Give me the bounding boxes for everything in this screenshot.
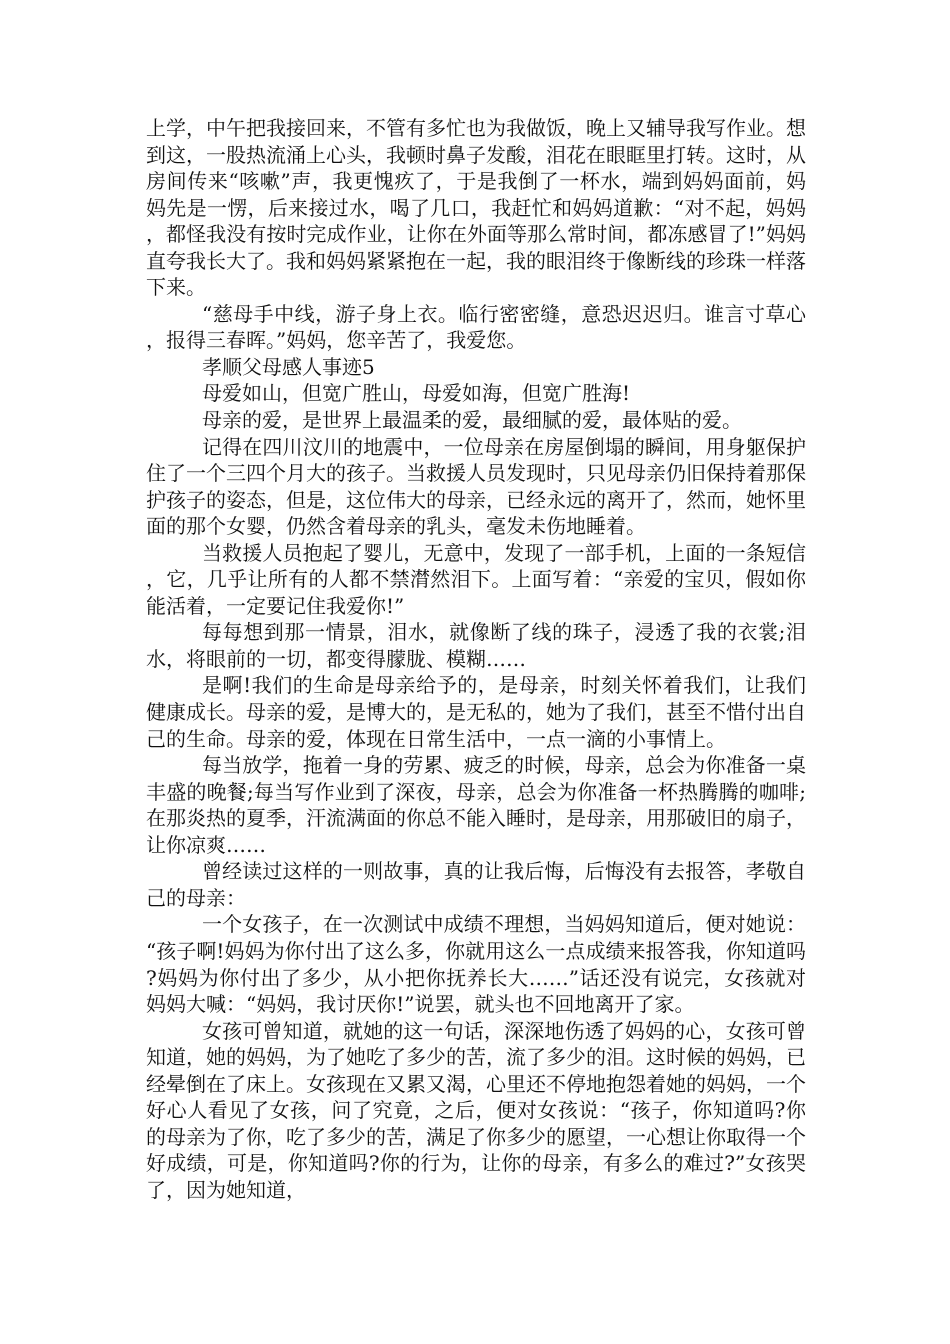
paragraph: 女孩可曾知道，就她的这一句话，深深地伤透了妈妈的心，女孩可曾知道，她的妈妈，为了她吃了多少的苦，流了多少的泪。这时候的妈妈，已经晕倒在了床上。女孩现在又累又渴，心里还不停地抱怨着她的妈妈，一个好心人看见了女孩，问了究竟，之后，便对女孩说：“孩子，你知道吗?你的母亲为了你，吃了多少的苦，满足了你多少的愿望，一心想让你取得一个好成绩，可是，你知道吗?你的行为，让你的母亲，有多么的难过?”女孩哭了，因为她知道， — [146, 1018, 806, 1202]
paragraph-continuation: 上学，中午把我接回来，不管有多忙也为我做饭，晚上又辅导我写作业。想到这，一股热流涌上心头，我顿时鼻子发酸，泪花在眼眶里打转。这时，从房间传来“咳嗽”声，我更愧疚了，于是我倒了一杯水，端到妈妈面前，妈妈先是一愣，后来接过水，喝了几口，我赶忙和妈妈道歉：“对不起，妈妈，都怪我没有按时完成作业，让你在外面等那么常时间，都冻感冒了!”妈妈直夸我长大了。我和妈妈紧紧抱在一起，我的眼泪终于像断线的珍珠一样落下来。 — [146, 116, 806, 300]
paragraph: 母爱如山，但宽广胜山，母爱如海，但宽广胜海! — [202, 381, 631, 406]
document-body — [146, 115, 806, 1203]
paragraph: 当救援人员抱起了婴儿，无意中，发现了一部手机，上面的一条短信，它，几乎让所有的人都不禁潸然泪下。上面写着：“亲爱的宝贝，假如你能活着，一定要记住我爱你!” — [146, 540, 806, 618]
paragraph: 是啊!我们的生命是母亲给予的，是母亲，时刻关怀着我们，让我们健康成长。母亲的爱，是博大的，是无私的，她为了我们，甚至不惜付出自己的生命。母亲的爱，体现在日常生活中，一点一滴的小事情上。 — [146, 673, 806, 751]
section-heading: 孝顺父母感人事迹5 — [202, 354, 375, 379]
paragraph: 记得在四川汶川的地震中，一位母亲在房屋倒塌的瞬间，用身躯保护住了一个三四个月大的孩子。当救援人员发现时，只见母亲仍旧保持着那保护孩子的姿态，但是，这位伟大的母亲，已经永远的离开了，然而，她怀里面的那个女婴，仍然含着母亲的乳头，毫发未伤地睡着。 — [146, 434, 806, 539]
paragraph: 每每想到那一情景，泪水，就像断了线的珠子，浸透了我的衣裳;泪水，将眼前的一切，都变得朦胧、模糊…… — [146, 620, 806, 671]
paragraph: 曾经读过这样的一则故事，真的让我后悔，后悔没有去报答，孝敬自己的母亲： — [146, 859, 806, 910]
paragraph: 一个女孩子，在一次测试中成绩不理想，当妈妈知道后，便对她说：“孩子啊!妈妈为你付出了这么多，你就用这么一点成绩来报答我，你知道吗?妈妈为你付出了多少，从小把你抚养长大……”话还没有说完，女孩就对妈妈大喊：“妈妈，我讨厌你!”说罢，就头也不回地离开了家。 — [146, 912, 806, 1017]
paragraph-poem-quote: “慈母手中线，游子身上衣。临行密密缝，意恐迟迟归。谁言寸草心，报得三春晖。”妈妈，您辛苦了，我爱您。 — [146, 301, 806, 353]
paragraph: 每当放学，拖着一身的劳累、疲乏的时候，母亲，总会为你准备一桌丰盛的晚餐;每当写作业到了深夜，母亲，总会为你准备一杯热腾腾的咖啡;在那炎热的夏季，汗流满面的你总不能入睡时，是母亲，用那破旧的扇子，让你凉爽…… — [146, 753, 806, 857]
paragraph: 母亲的爱，是世界上最温柔的爱，最细腻的爱，最体贴的爱。 — [202, 408, 742, 433]
